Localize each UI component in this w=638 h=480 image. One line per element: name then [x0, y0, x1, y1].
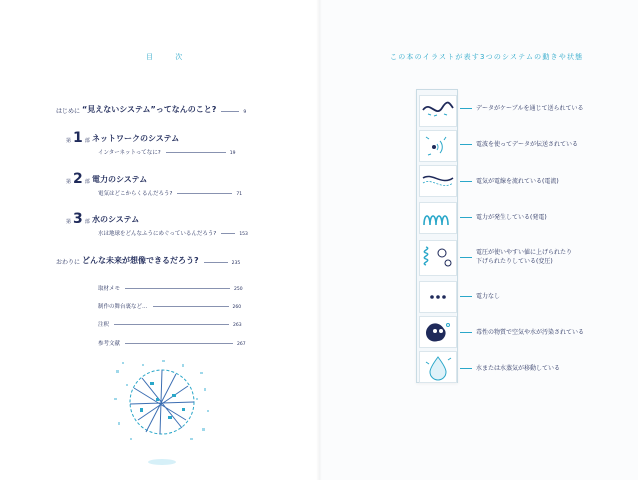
legend-item-3	[460, 177, 559, 186]
toc-extra-3[interactable]	[98, 320, 242, 328]
legend-title: この本のイラストが表す3つのシステムの動きや状態	[390, 53, 584, 61]
toc-leader	[125, 343, 233, 344]
toc-leader	[125, 288, 230, 289]
right-page	[319, 0, 638, 480]
toc-leader	[221, 233, 235, 234]
legend-item-7	[460, 328, 584, 337]
toc-intro-title: “見えないシステム”ってなんのこと?	[82, 105, 217, 114]
toc-entry-outro[interactable]	[56, 255, 240, 266]
part-3-subtitle: 水は地球をどんなふうにめぐっているんだろう?	[98, 231, 217, 237]
toc-part-1-sub[interactable]	[98, 148, 235, 156]
part-2-title: 電力のシステム	[92, 175, 148, 184]
electric-wire-icon	[419, 165, 457, 197]
toc-extra-2[interactable]	[98, 302, 241, 310]
book-gutter	[316, 0, 322, 480]
legend-item-4	[460, 213, 547, 222]
legend-connector	[460, 181, 472, 182]
cable-wave-icon	[419, 95, 457, 127]
toc-outro-title: どんな未来が想像できるだろう?	[82, 256, 199, 265]
part-1-page: 19	[229, 151, 236, 156]
extra-1-title: 取材メモ	[98, 286, 121, 292]
toc-part-1[interactable]	[66, 132, 179, 144]
part-3-page: 153	[239, 232, 248, 237]
toc-part-3-sub[interactable]	[98, 229, 248, 237]
part-1-title: ネットワークのシステム	[92, 134, 180, 143]
legend-item-4-text: 電力が発生している(発電)	[476, 214, 547, 221]
legend-item-3-text: 電気が電線を流れている(電流)	[476, 178, 559, 185]
legend-item-1-text: データがケーブルを通じて送られている	[476, 105, 584, 112]
extra-1-page: 250	[234, 287, 243, 292]
legend-item-1	[460, 104, 583, 113]
legend-item-6-text: 電力なし	[476, 293, 501, 300]
toc-part-2-sub[interactable]	[98, 189, 242, 197]
extra-4-page: 267	[237, 342, 246, 347]
extra-4-title: 参考文献	[98, 341, 121, 347]
part-2-page: 71	[236, 192, 243, 197]
radio-wave-icon	[419, 130, 457, 162]
toc-leader	[204, 262, 228, 263]
water-drop-icon	[419, 351, 457, 383]
part-1-label: 第 1 部	[66, 130, 90, 146]
toc-intro-page: 9	[243, 110, 247, 115]
legend-connector	[460, 257, 472, 258]
legend-connector	[460, 368, 472, 369]
toc-extra-1[interactable]	[98, 284, 243, 292]
legend-item-6	[460, 292, 500, 301]
part-2-subtitle: 電気はどこからくるんだろう?	[98, 191, 173, 197]
toxic-blob-icon	[419, 316, 457, 348]
toc-part-3[interactable]	[66, 213, 139, 225]
legend-item-8-text: 水または水蒸気が移動している	[476, 365, 561, 372]
toc-leader	[177, 193, 232, 194]
toc-extra-4[interactable]	[98, 339, 246, 347]
part-3-label: 第 3 部	[66, 211, 90, 227]
voltage-transform-icon	[419, 240, 457, 276]
legend-connector	[460, 332, 472, 333]
generation-coil-icon	[419, 202, 457, 234]
toc-leader	[166, 152, 226, 153]
toc-outro-page: 235	[231, 261, 241, 266]
no-power-dots-icon	[419, 281, 457, 313]
legend-connector	[460, 217, 472, 218]
extra-3-page: 263	[233, 323, 242, 328]
extra-2-page: 260	[232, 305, 242, 310]
toc-title: 目 次	[146, 53, 193, 61]
toc-leader	[221, 111, 239, 112]
part-1-subtitle: インターネットってなに?	[98, 150, 161, 156]
extra-2-title: 制作の舞台裏など…	[98, 304, 148, 310]
legend-item-8	[460, 364, 560, 373]
toc-leader	[153, 306, 229, 307]
legend-connector	[460, 108, 472, 109]
part-3-title: 水のシステム	[92, 215, 140, 224]
toc-outro-prefix: おわりに	[56, 259, 81, 266]
network-globe-illustration	[112, 358, 212, 468]
extra-3-title: 注釈	[98, 322, 110, 328]
toc-entry-intro[interactable]	[56, 104, 246, 115]
toc-part-2[interactable]	[66, 173, 147, 185]
part-2-label: 第 2 部	[66, 171, 90, 187]
toc-intro-prefix: はじめに	[56, 108, 81, 115]
legend-connector	[460, 296, 472, 297]
legend-item-7-text: 毒性の物質で空気や水が汚染されている	[476, 329, 585, 336]
legend-connector	[460, 144, 472, 145]
legend-item-2-text: 電波を使ってデータが伝送されている	[476, 141, 579, 148]
legend-item-2	[460, 140, 578, 149]
toc-leader	[114, 324, 229, 325]
legend-item-5	[460, 248, 572, 266]
legend-item-5-text: 電圧が使いやすい値に上げられたり 下げられたりしている(変圧)	[476, 249, 573, 265]
